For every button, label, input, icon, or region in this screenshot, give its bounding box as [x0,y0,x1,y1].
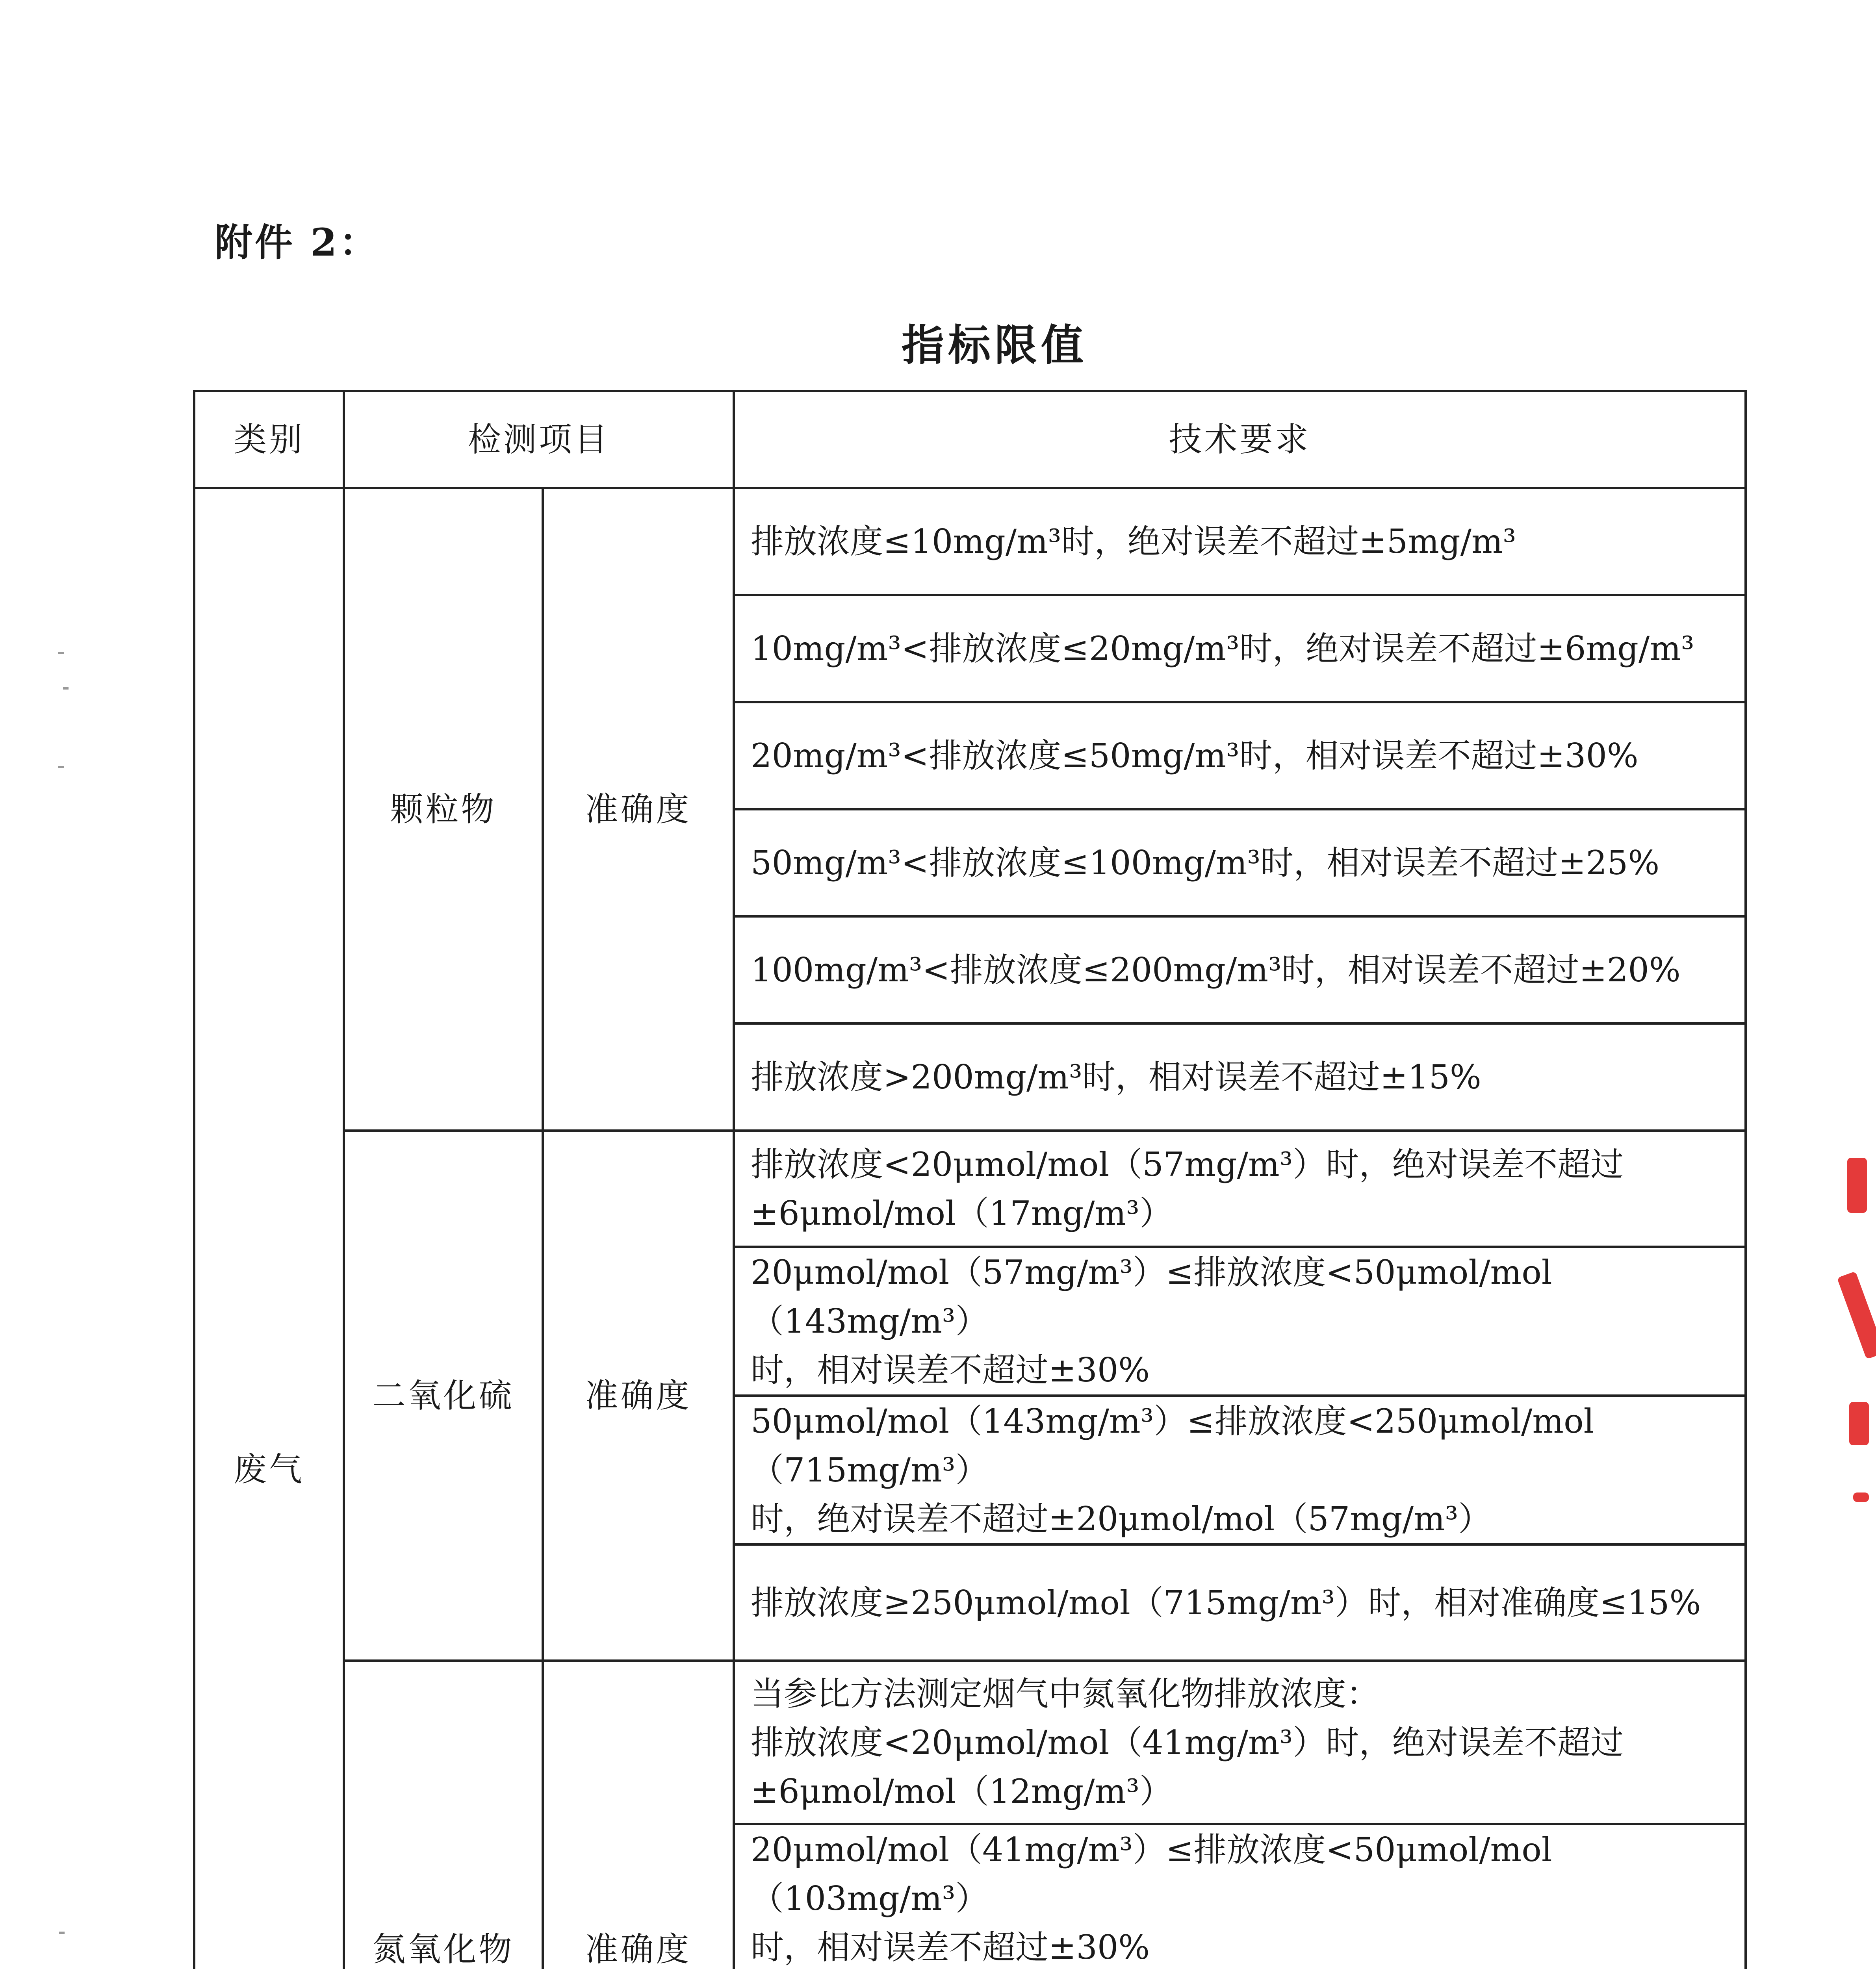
requirement-cell: 20μmol/mol（41mg/m³）≤排放浓度<50μmol/mol（103mg/m³） 时，相对误差不超过±30% [734,1824,1746,1969]
metric-cell: 准确度 [543,488,734,1131]
table-row [194,488,1746,595]
scan-speck [58,766,64,768]
requirement-cell: 20μmol/mol（57mg/m³）≤排放浓度<50μmol/mol（143mg/m³） 时，相对误差不超过±30% [734,1247,1746,1396]
table-row [194,1131,1746,1247]
spec-limits-table [193,390,1747,1969]
item-name-cell: 氮氧化物 [344,1661,543,1969]
requirement-cell: 排放浓度>200mg/m³时，相对误差不超过±15% [734,1023,1746,1131]
metric-cell: 准确度 [543,1661,734,1969]
stamp-fragment [1847,1158,1867,1213]
item-name-cell: 颗粒物 [344,488,543,1131]
table-row [194,1661,1746,1824]
stamp-fragment [1853,1493,1869,1502]
document-title: 指标限值 [901,321,1087,370]
header-category: 类别 [194,391,344,488]
requirement-cell: 10mg/m³<排放浓度≤20mg/m³时，绝对误差不超过±6mg/m³ [734,595,1746,702]
category-cell: 废气 [194,488,344,1969]
stamp-fragment [1837,1271,1876,1359]
requirement-cell: 50mg/m³<排放浓度≤100mg/m³时，相对误差不超过±25% [734,809,1746,916]
scan-speck [63,687,69,690]
scan-speck [59,1932,65,1934]
item-name-cell: 二氧化硫 [344,1131,543,1661]
header-requirement: 技术要求 [734,391,1746,488]
requirement-cell: 20mg/m³<排放浓度≤50mg/m³时，相对误差不超过±30% [734,702,1746,809]
header-item: 检测项目 [344,391,734,488]
attachment-label: 附件 2： [215,220,380,265]
requirement-cell: 当参比方法测定烟气中氮氧化物排放浓度： 排放浓度<20μmol/mol（41mg/m³）时，绝对误差不超过 ±6μmol/mol（12mg/m³） [734,1661,1746,1824]
stamp-fragment [1849,1402,1869,1445]
metric-cell: 准确度 [543,1131,734,1661]
requirement-cell: 排放浓度<20μmol/mol（57mg/m³）时，绝对误差不超过 ±6μmol/mol（17mg/m³） [734,1131,1746,1247]
requirement-cell: 排放浓度≥250μmol/mol（715mg/m³）时，相对准确度≤15% [734,1544,1746,1661]
requirement-cell: 排放浓度≤10mg/m³时，绝对误差不超过±5mg/m³ [734,488,1746,595]
table-header-row [194,391,1746,488]
scan-speck [58,652,64,654]
requirement-cell: 50μmol/mol（143mg/m³）≤排放浓度<250μmol/mol（715mg/m³） 时，绝对误差不超过±20μmol/mol（57mg/m³） [734,1396,1746,1544]
requirement-cell: 100mg/m³<排放浓度≤200mg/m³时，相对误差不超过±20% [734,916,1746,1023]
